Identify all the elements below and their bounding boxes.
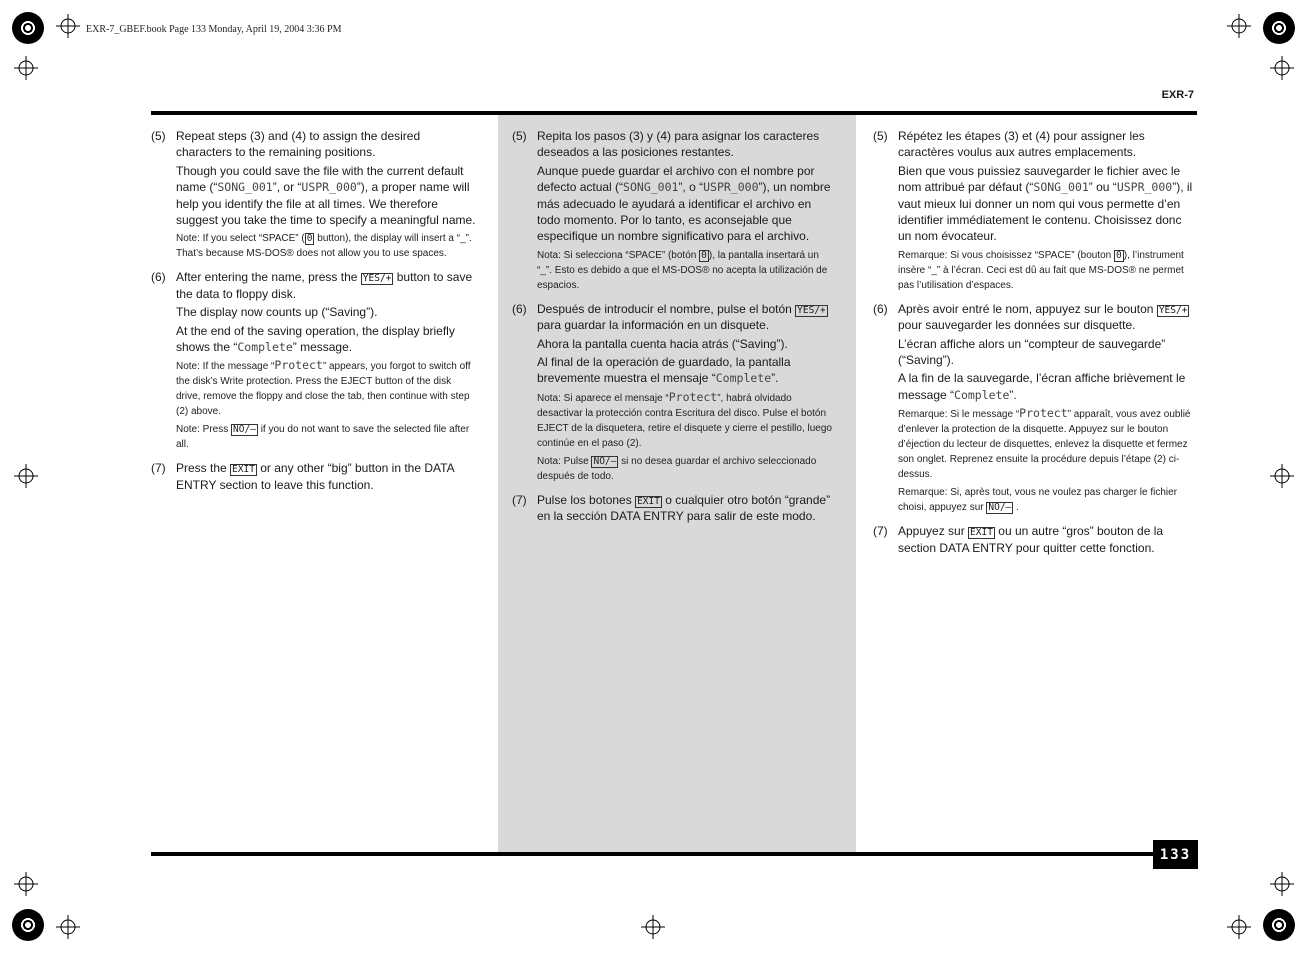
step-instruction: Repita los pasos (3) y (4) para asignar los caracteres deseados a las posiciones restantes. (537, 129, 820, 160)
key-0: 0 (701, 249, 707, 261)
step-instruction: Après avoir entré le nom, appuyez sur le bouton YES/+ pour sauvegarder les données sur disquette. (898, 301, 1188, 333)
step-number: (6) (151, 270, 166, 285)
step-number: (5) (512, 129, 527, 143)
note: Note: If you select “SPACE” ( 0 button), the display will insert a “_”. That’s because MS-DOS® does not allow you to use spaces. (176, 233, 472, 260)
step-detail: Bien que vous puissiez sauvegarder le fichier avec le nom attribué par défaut (“SONG_001” ou “USPR_000”), il vaut mieux lui donner un nom qui vous permette d’en identifier immédiatement le contenu. Choisissez donc un nom évocateur. (898, 163, 1193, 244)
step-7 (873, 523, 1197, 558)
registration-target-icon (12, 909, 44, 941)
page-number: 133 (1153, 840, 1198, 869)
step-detail: At the end of the saving operation, the display briefly shows the “Complete” message. (176, 323, 455, 355)
step-detail: A la fin de la sauvegarde, l’écran affiche brièvement le message “Complete”. (898, 371, 1186, 402)
column-english (151, 128, 477, 503)
note: Remarque: Si le message “Protect” apparaît, vous avez oublié d’enlever la protection de la disquette. Appuyez sur le bouton d’éjection du lecteur de disquettes, enlevez la disquette et fermez son onglet. Reprenez ensuite la procédure depuis l’étape (2) ci-dessus. (898, 406, 1191, 481)
note: Remarque: Si, après tout, vous ne voulez pas charger le fichier choisi, appuyez sur NO/– . (898, 487, 1178, 514)
key-yes: YES/+ (1158, 304, 1188, 316)
print-slug: EXR-7_GBEF.book Page 133 Monday, April 19, 2004 3:36 PM (86, 24, 342, 35)
key-0: 0 (1116, 249, 1122, 261)
note: Nota: Pulse NO/– si no desea guardar el archivo seleccionado después de todo. (537, 455, 817, 482)
step-detail: Though you could save the file with the current default name (“SONG_001”, or “USPR_000”), a proper name will help you identify the file at all times. We therefore suggest you take the time to specify a meaningful name. (176, 163, 476, 228)
running-header: EXR-7 (1161, 89, 1194, 101)
lcd-text: Protect (1019, 406, 1068, 421)
step-instruction: Después de introducir el nombre, pulse el botón YES/+ para guardar la información en un disquete. (537, 301, 826, 333)
step-number: (7) (512, 492, 527, 507)
step-6 (151, 269, 477, 452)
crosshair-icon (56, 14, 80, 38)
step-detail: L’écran affiche alors un “compteur de sauvegarde” (“Saving”). (898, 336, 1166, 368)
lcd-text: Protect (274, 358, 323, 373)
lcd-text: USPR_000 (1116, 180, 1173, 195)
crosshair-icon (14, 56, 38, 80)
step-number: (5) (873, 129, 888, 143)
step-instruction: Repeat steps (3) and (4) to assign the desired characters to the remaining positions. (176, 129, 421, 160)
step-7 (151, 460, 477, 495)
step-number: (7) (151, 461, 166, 476)
step-5 (151, 128, 477, 261)
key-no: NO/– (593, 455, 617, 467)
step-number: (6) (512, 301, 527, 316)
crosshair-icon (1270, 56, 1294, 80)
lcd-text: Complete (715, 371, 772, 386)
step-instruction: Répétez les étapes (3) et (4) pour assigner les caractères voulus aux autres emplacements. (898, 129, 1145, 160)
crosshair-icon (14, 872, 38, 896)
crosshair-icon (1227, 915, 1251, 939)
step-detail: Aunque puede guardar el archivo con el nombre por defecto actual (“SONG_001”, o “USPR_000”), un nombre más adecuado le ayudará a identificar el archivo en todo momento. Por lo tanto, es aconsejable que especifique un nombre significativo para el archivo. (537, 163, 831, 244)
note: Remarque: Si vous choisissez “SPACE” (bouton 0 ), l’instrument insère “_” à l’écran. Ceci est dû au fait que MS-DOS® ne permet pas l’utilisation d’espaces. (898, 249, 1184, 291)
crosshair-icon (1227, 14, 1251, 38)
step-detail: The display now counts up (“Saving”). (176, 305, 378, 320)
note: Note: Press NO/– if you do not want to save the selected file after all. (176, 424, 470, 451)
note: Nota: Si selecciona “SPACE” (botón 0 ), la pantalla insertará un “_”. Esto es debido a que el MS-DOS® no acepta la utilización de espacios. (537, 249, 828, 291)
key-yes: YES/+ (362, 273, 392, 285)
step-number: (5) (151, 129, 166, 143)
step-6 (512, 301, 836, 484)
key-no: NO/– (233, 424, 256, 436)
step-7 (512, 492, 836, 527)
registration-target-icon (12, 12, 44, 44)
crosshair-icon (1270, 464, 1294, 488)
step-instruction: Pulse los botones EXIT o cualquier otro botón “grande” en la sección DATA ENTRY para salir de este modo. (537, 492, 831, 524)
note: Note: If the message “Protect” appears, you forgot to switch off the disk’s Write protection. Press the EJECT button of the disk drive, remove the floppy and close the tab, then continue with step (2) above. (176, 358, 471, 418)
crosshair-icon (641, 915, 665, 939)
crosshair-icon (1270, 872, 1294, 896)
lcd-text: Complete (237, 340, 293, 355)
lcd-text: USPR_000 (301, 180, 357, 195)
key-exit: EXIT (637, 495, 660, 507)
key-no: NO/– (988, 502, 1012, 514)
note: Nota: Si aparece el mensaje “Protect”, habrá olvidado desactivar la protección contra Escritura del disco. Pulse el botón EJECT de la disquetera, retire el disquete y cierre el pestillo, luego continúe en el paso (2). (537, 389, 832, 449)
step-detail: Ahora la pantalla cuenta hacia atrás (“Saving”). (537, 336, 788, 351)
step-instruction: Press the EXIT or any other “big” button in the DATA ENTRY section to leave this function. (176, 461, 454, 492)
key-0: 0 (306, 233, 313, 245)
step-number: (7) (873, 524, 888, 539)
step-instruction: Appuyez sur EXIT ou un autre “gros” bouton de la section DATA ENTRY pour quitter cette fonction. (898, 524, 1164, 555)
lcd-text: USPR_000 (703, 180, 759, 195)
step-6 (873, 301, 1197, 515)
crosshair-icon (14, 464, 38, 488)
key-yes: YES/+ (797, 304, 826, 316)
step-5 (512, 128, 836, 293)
column-french (873, 128, 1197, 566)
registration-target-icon (1263, 12, 1295, 44)
key-exit: EXIT (232, 464, 255, 476)
step-number: (6) (873, 301, 888, 316)
step-detail: Al final de la operación de guardado, la pantalla brevemente muestra el mensaje “Complete”. (537, 355, 791, 386)
bottom-rule (151, 852, 1154, 856)
lcd-text: SONG_001 (217, 180, 273, 195)
lcd-text: SONG_001 (623, 180, 679, 195)
lcd-text: Protect (668, 389, 718, 404)
crosshair-icon (56, 915, 80, 939)
lcd-text: SONG_001 (1033, 180, 1089, 195)
column-spanish (512, 128, 836, 535)
key-exit: EXIT (970, 527, 993, 539)
registration-target-icon (1263, 909, 1295, 941)
lcd-text: Complete (954, 387, 1010, 402)
step-5 (873, 128, 1197, 293)
step-instruction: After entering the name, press the YES/+ button to save the data to floppy disk. (176, 270, 473, 301)
